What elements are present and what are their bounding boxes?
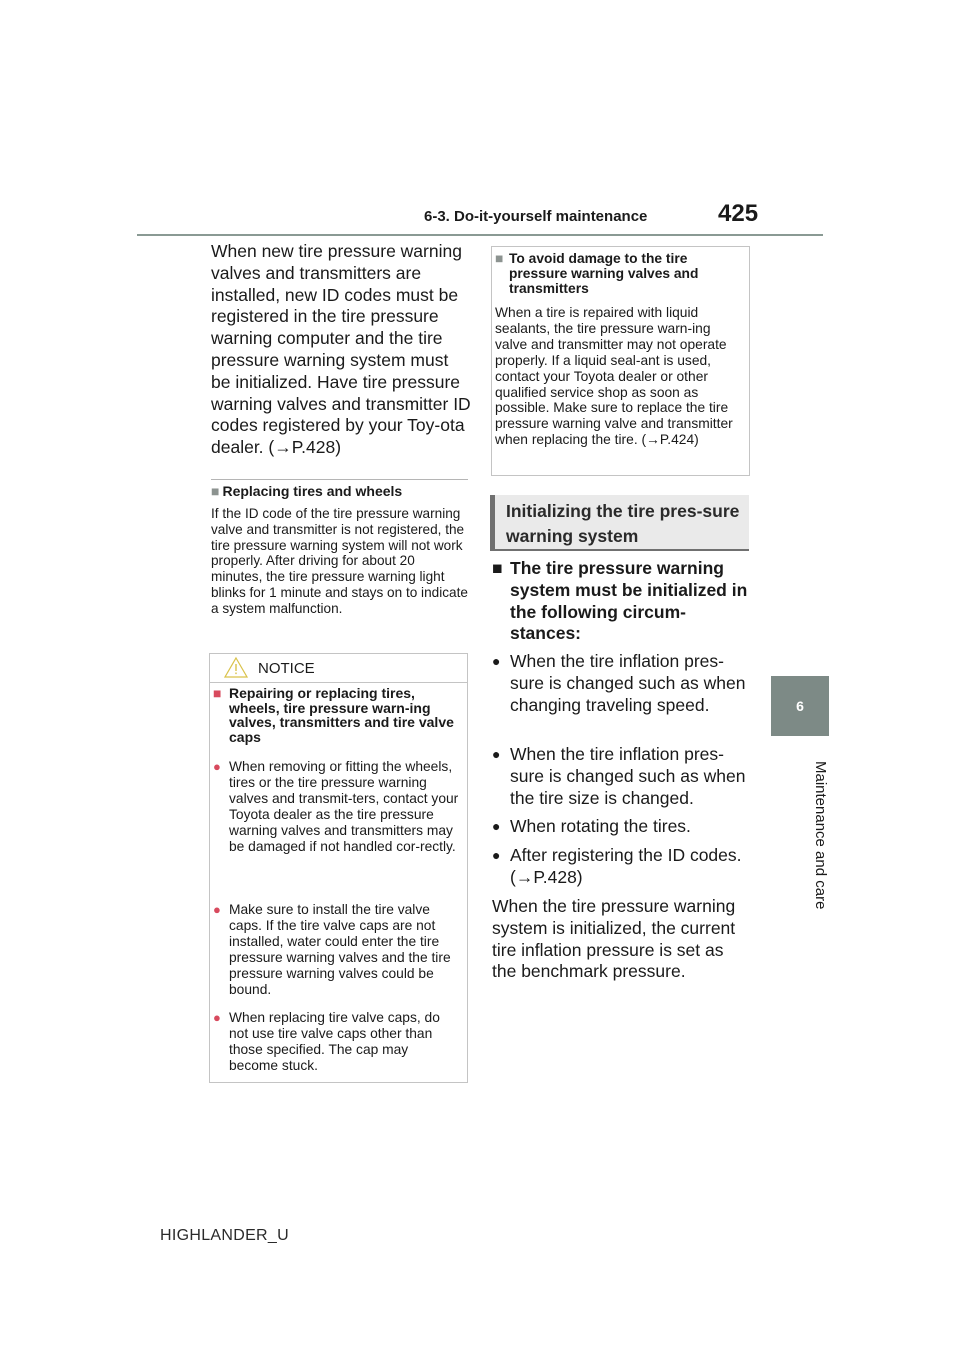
info-paragraph: When a tire is repaired with liquid sealants, the tire pressure warn-ing valve and transmitter may not operate properly. If a liquid seal-ant is used, contact your Toyota dealer or other qualified service shop as soon as possible. Make sure to replace the tire pressure warning valve and transmitter when replacing the tire. (→P.424) [495,305,733,448]
notice-heading-text: Repairing or replacing tires, wheels, tire pressure warn-ing valves, transmitters and tire valve caps [229,685,454,745]
chapter-label: Maintenance and care [812,760,829,910]
bullet-dot-icon: ● [492,818,501,834]
footer-model-code: HIGHLANDER_U [160,1227,289,1244]
bullet-dot-icon: ● [492,653,501,669]
section-title: 6-3. Do-it-yourself maintenance [424,208,648,225]
list-item [492,651,750,716]
chapter-tab[interactable] [771,676,829,736]
notice-bullet-text: Make sure to install the tire valve caps. If the tire valve caps are not installed, water could enter the tire pressure warning valves and the tire pressure warning valves could be bound. [229,902,451,997]
notice-bullet-text: When removing or fitting the wheels, tires or the tire pressure warning valves and transmit-ters, contact your Toyota dealer as the tire pressure warning valves and transmitters may be damaged if not handled cor-rectly. [229,759,459,854]
list-item [492,744,750,809]
square-bullet-icon: ■ [213,685,222,701]
divider [211,479,468,480]
page-number: 425 [718,200,759,227]
notice-bullet [213,902,461,997]
replace-heading-text: Replacing tires and wheels [222,483,403,499]
bullet-dot-icon: ● [213,902,221,917]
notice-bullet-text: When replacing tire valve caps, do not use tire valve caps other than those specified. The cap may become stuck. [229,1010,440,1073]
notice-divider [209,682,468,683]
list-item [492,816,750,838]
list-item-text: After registering the ID codes. (→P.428) [510,845,742,887]
list-item-text: When the tire inflation pres-sure is changed such as when the tire size is changed. [510,744,746,808]
bullet-dot-icon: ● [213,759,221,774]
bullet-dot-icon: ● [492,847,501,863]
intro-paragraph: When new tire pressure warning valves and transmitters are installed, new ID codes must be registered in the tire pressure warning computer and the tire pressure warning system must be initialized. Have tire pressure warning valves and transmitter ID codes registered by your Toy-ota dealer. (→P.428) [211,241,471,458]
warning-triangle-icon [224,656,248,680]
closing-paragraph: When the tire pressure warning system is initialized, the current tire inflation pressure is set as the benchmark pressure. [492,896,736,982]
notice-bullet [213,1010,461,1074]
bullet-dot-icon: ● [492,746,501,762]
section-heading: Initializing the tire pres-sure warning system [506,501,740,546]
square-bullet-icon: ■ [211,483,220,499]
notice-heading [213,686,458,744]
subheading-text: The tire pressure warning system must be initialized in the following circum-stances: [510,558,748,644]
subheading [492,558,750,645]
info-heading-text: To avoid damage to the tire pressure warning valves and transmitters [509,251,699,296]
notice-title: NOTICE [258,660,315,677]
notice-bullet [213,759,461,854]
list-item-text: When the tire inflation pres-sure is changed such as when changing traveling speed. [510,651,746,715]
square-bullet-icon: ■ [495,251,504,266]
replace-heading [211,483,402,499]
list-item-text: When rotating the tires. [510,816,691,836]
replace-paragraph: If the ID code of the tire pressure warning valve and transmitter is not registered, the tire pressure warning system will not work properly. After driving for about 20 minutes, the tire pressure warning light blinks for 1 minute and stays on to indicate a system malfunction. [211,506,468,616]
bullet-dot-icon: ● [213,1010,221,1025]
chapter-number: 6 [796,698,804,714]
info-heading [495,251,743,296]
list-item [492,845,750,889]
header-rule [137,234,823,236]
square-bullet-icon: ■ [492,558,503,578]
